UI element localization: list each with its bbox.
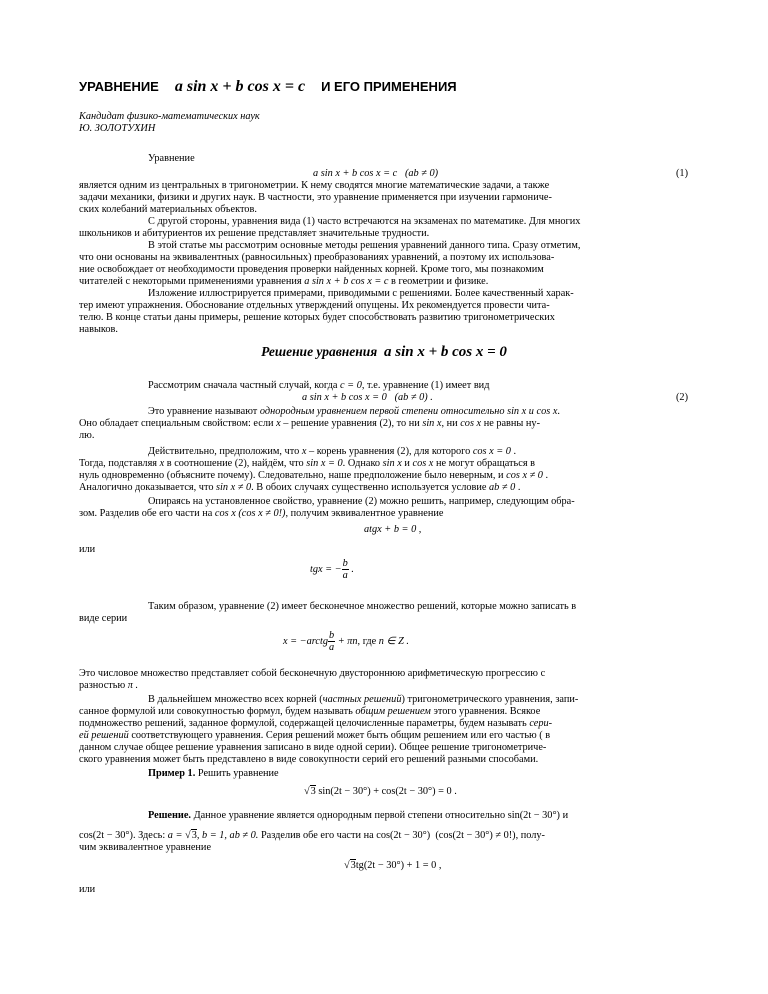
- title-equation: a sin x + b cos x = c: [174, 78, 306, 95]
- example-1: Пример 1. Решить уравнение: [148, 768, 279, 779]
- section-heading: Решение уравнения a sin x + b cos x = 0: [261, 344, 507, 360]
- equation-1: a sin x + b cos x = c (ab ≠ 0): [313, 168, 439, 179]
- title-post: И ЕГО ПРИМЕНЕНИЯ: [321, 79, 457, 94]
- equation-2-number: (2): [676, 392, 689, 403]
- paragraph-line: Это числовое множество представляет собой бесконечную двустороннюю арифметическую прогрессию с: [79, 668, 546, 679]
- paragraph-line: Действительно, предположим, что x – корень уравнения (2), для которого cos x = 0 .: [148, 446, 517, 457]
- title-pre: УРАВНЕНИЕ: [79, 79, 159, 94]
- paragraph-line: зом. Разделив обе его части на cos x (cos x ≠ 0!), получим эквивалентное уравнение: [79, 508, 444, 519]
- paragraph-line: читателей с некоторыми применениями уравнения a sin x + b cos x = c в геометрии и физике.: [79, 276, 489, 287]
- paragraph-line: ей решений соответствующего уравнения. Серия решений может быть общим решением или его частью ( в: [79, 730, 551, 741]
- paragraph-line: Рассмотрим сначала частный случай, когда c = 0, т.е. уравнение (1) имеет вид: [148, 380, 490, 391]
- paragraph-line: В этой статье мы рассмотрим основные методы решения уравнений данного типа. Сразу отметим,: [148, 240, 581, 251]
- intro-lead: Уравнение: [148, 153, 195, 164]
- equation-6: √3 sin(2t − 30°) + cos(2t − 30°) = 0 .: [304, 786, 457, 797]
- equation-2: a sin x + b cos x = 0 (ab ≠ 0) .: [302, 392, 433, 403]
- paragraph-line: В дальнейшем множество всех корней (частных решений) тригонометрического уравнения, запи-: [148, 694, 579, 705]
- equation-7: √3tg(2t − 30°) + 1 = 0 ,: [344, 860, 442, 871]
- or-label: или: [79, 884, 96, 895]
- paragraph-line: ние освобождает от необходимости проведения проверки найденных корней. Кроме того, мы познакомим: [79, 264, 544, 275]
- paragraph-line: С другой стороны, уравнения вида (1) часто встречаются на экзаменах по математике. Для многих: [148, 216, 581, 227]
- paragraph-line: Это уравнение называют однородным уравнением первой степени относительно sin x и cos x.: [148, 406, 560, 417]
- solution-line: cos(2t − 30°). Здесь: a = √3, b = 1, ab ≠ 0. Разделив обе его части на cos(2t − 30°) (cos(2t − 30°) ≠ 0!), полу-: [79, 830, 545, 841]
- or-label: или: [79, 544, 96, 555]
- author-degree: Кандидат физико-математических наук: [79, 111, 260, 122]
- equation-3: atgx + b = 0 ,: [364, 524, 422, 535]
- author-name: Ю. ЗОЛОТУХИН: [79, 123, 156, 134]
- paragraph-line: Опираясь на установленное свойство, уравнение (2) можно решить, например, следующим обра-: [148, 496, 575, 507]
- paragraph-line: Таким образом, уравнение (2) имеет бесконечное множество решений, которые можно записать в: [148, 601, 577, 612]
- paragraph-line: нуль одновременно (объясните почему). Следовательно, наше предположение было неверным, и cos x ≠ 0 .: [79, 470, 549, 481]
- paragraph-line: ских колебаний материальных объектов.: [79, 204, 257, 215]
- equation-5: x = −arctg $\frac{b}{a}$ + πn, где n ∈ Z .: [283, 630, 409, 653]
- paragraph-line: ского уравнения может быть представлено в виде совокупности серий его решений разными способами.: [79, 754, 539, 765]
- paragraph-line: санное формулой или совокупностью формул, будем называть общим решением этого уравнения. Всякое: [79, 706, 541, 717]
- paragraph-line: Аналогично доказывается, что sin x ≠ 0. В обоих случаях существенно используется условие ab ≠ 0 .: [79, 482, 521, 493]
- paragraph-line: является одним из центральных в тригонометрии. К нему сводятся многие математические задачи, а также: [79, 180, 550, 191]
- paragraph-line: навыков.: [79, 324, 118, 335]
- paragraph-line: Тогда, подставляя x в соотношение (2), найдём, что sin x = 0. Однако sin x и cos x не могут обращаться в: [79, 458, 535, 469]
- paragraph-line: лю.: [79, 430, 95, 441]
- equation-4: tgx = − $\frac{b}{a}$ .: [310, 558, 354, 581]
- solution-line: чим эквивалентное уравнение: [79, 842, 212, 853]
- paragraph-line: Оно обладает специальным свойством: если x – решение уравнения (2), то ни sin x, ни cos x не равны ну-: [79, 418, 541, 429]
- paragraph-line: данном случае общее решение уравнения записано в виде одной серии). Общее решение тригонометриче-: [79, 742, 547, 753]
- paragraph-line: подмножество решений, заданное формулой, содержащей целочисленные параметры, будем называть сери-: [79, 718, 553, 729]
- page-title: [79, 78, 457, 96]
- paragraph-line: тер имеют упражнения. Обоснование отдельных утверждений опущены. Их рекомендуется провести чита-: [79, 300, 550, 311]
- paragraph-line: задачи механики, физики и других наук. В частности, это уравнение применяется при изучении гармониче-: [79, 192, 552, 203]
- paragraph-line: телю. В конце статьи даны примеры, решение которых будет способствовать развитию тригонометрических: [79, 312, 555, 323]
- paragraph-line: что они основаны на эквивалентных (равносильных) преобразованиях уравнений, а поэтому их использова-: [79, 252, 555, 263]
- equation-1-number: (1): [676, 168, 689, 179]
- paragraph-line: Изложение иллюстрируется примерами, приводимыми с решениями. Более качественный харак-: [148, 288, 574, 299]
- paragraph-line: разностью π .: [79, 680, 139, 691]
- paragraph-line: виде серии: [79, 613, 128, 624]
- paragraph-line: школьников и абитуриентов их решение представляет значительные трудности.: [79, 228, 430, 239]
- solution-line: Решение. Данное уравнение является однородным первой степени относительно sin(2t − 30°) и: [148, 810, 569, 821]
